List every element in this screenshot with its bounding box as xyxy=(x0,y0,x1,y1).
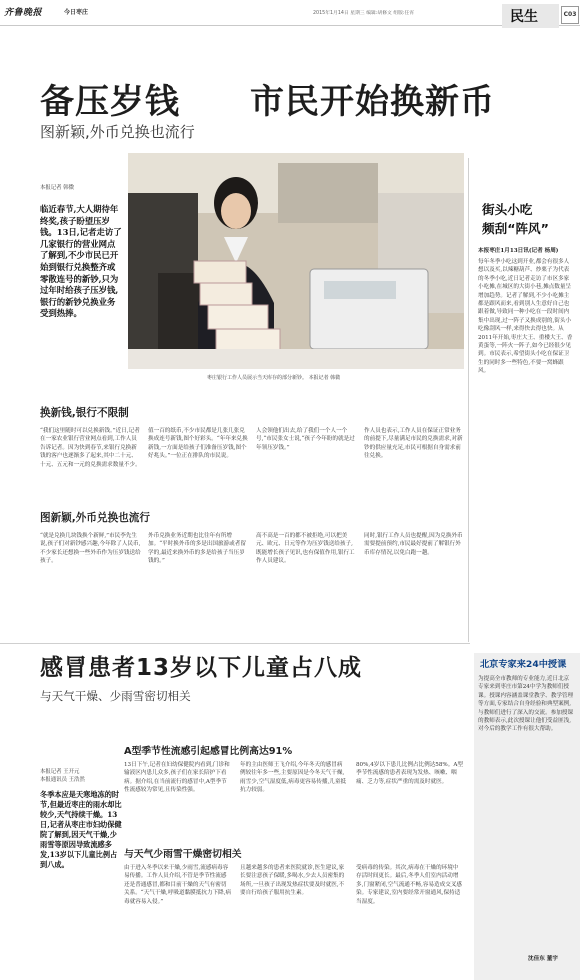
main-subhead: 图新颖,外币兑换也流行 xyxy=(40,123,195,141)
sidebar-box-headline: 北京专家来24中授课 xyxy=(480,659,567,670)
section-heading-1: 换新钱,银行不限制 xyxy=(40,407,129,419)
edition-name: 今日枣庄 xyxy=(64,9,89,16)
article2-headline: 感冒患者13岁以下儿童占八成 xyxy=(40,655,363,681)
main-headline-left: 备压岁钱 xyxy=(40,82,180,122)
sidebar-body: 每年冬季小吃这到开业,都会有很多人想以及买,以辣糖葫芦、炒栗子为代表的冬季小吃,近日记者走访了市区多家小吃摊,在城区的大街小巷,摊点数量呈增加趋势。记者了解到,不少小吃摊主都是跟风而来,看到别人生意好自己也跟着做,导致同一种小吃在一段时间内集中出现,过一阵子又换成别的,街头小吃像刮风一样,来得快去得也快。从2011年开始,枣庄大王、重楼大王、香黄蛋等,一阵火一阵子,如今已经很少见到。市民表示,希望街头小吃在保证卫生的同时多一些特色,不要一窝蜂跟风。 xyxy=(478,259,573,375)
masthead xyxy=(0,0,580,26)
article-column: 13日下午,记者在妇幼保健院内看到,门诊和输液区内患儿众多,孩子们在家长陪护下看病。据介绍,在当前流行的感冒中,A型季节性流感较为常见,且传染性强。 xyxy=(124,762,230,794)
article-column: 且越来越多的患者来医院就诊,医生建议,家长要注意孩子保暖,多喝水,少去人员密集的场所,一旦孩子出现发热症状要及时就医,不要自行给孩子服用抗生素。 xyxy=(240,865,345,897)
newspaper-logo: 齐鲁晚报 xyxy=(4,8,43,18)
main-headline-right: 市民开始换新币 xyxy=(250,82,495,122)
article-column: 人会领他们出去,给了我们一个人一个号,“市民张女士说,“孩子今年盼的就是过年领压岁钱。” xyxy=(256,428,355,451)
sidebar-headline-line2: 频刮“阵风” xyxy=(482,221,549,236)
sidebar-headline-line1: 街头小吃 xyxy=(482,202,533,217)
article-column: 年的主由医师王飞介绍,今年冬天的感冒病例较往年多一些,主要原因是今冬天气干燥,雨雪少,空气湿度低,病毒更容易传播,儿童抵抗力较弱。 xyxy=(240,762,347,794)
article2-byline: 本报通讯员 王浩然 xyxy=(40,777,85,783)
article-column: 外币兑换业务近期也比往年有所增加。“平时换外币的多是出国旅游或者留学的,最近来换外币的多是给孩子当压岁钱的。” xyxy=(148,533,246,565)
article-column: 由于进入冬季以来干燥,少雨雪,流感病毒容易传播。工作人员介绍,不管是季节性流感还是普通感冒,都和目前干燥的天气有密切关系。“天气干燥,呼吸道黏膜抵抗力下降,病毒就容易入侵。” xyxy=(124,865,232,905)
sidebar-byline: 本报枣庄1月13日讯(记者 杨周) xyxy=(478,248,559,254)
article-column: 高不高是一百的都不被拒绝,可以把美元、欧元、日元等作为压岁钱送给孩子,既能增长孩子见识,也有保值作用,银行工作人员建议。 xyxy=(256,533,355,565)
main-lead: 临近春节,大人期待年终奖,孩子盼望压岁钱。13日,记者走访了几家银行的营业网点了解到,不少市民已开始到银行兑换整齐或零散连号的新钞,只为过年时给孩子压岁钱,银行的新钞兑换业务受到热捧。 xyxy=(40,204,122,319)
bank-teller-photo xyxy=(128,153,464,369)
article2-section-heading-1: A型季节性流感引起感冒比例高达91% xyxy=(124,746,293,757)
article-column: 受病毒的传染。其次,病毒在干燥的环境中存活时间更长。最后,冬季人们室内活动增多,门窗紧闭,空气流通不畅,容易造成交叉感染。专家建议,室内要经常开窗通风,保持适当湿度。 xyxy=(356,865,463,905)
section-label xyxy=(502,4,559,28)
article-column: 值一百的纸币,不少市民都是几张几张兑换成连号新钱,图个好彩头。“年年来兑换新钱,一方面是给孩子们准备压岁钱,图个好兆头。”一位正在排队的市民说。 xyxy=(148,428,248,460)
photo-caption: 枣庄银行工作人员展示当天库存的部分新钞。 本报记者 韩微 xyxy=(207,375,341,381)
article-column: 作人员也表示,工作人员在保证正常业务的前提下,尽量满足市民的兑换需求,对新钞的供应量充足,市民可根据自身需求前往兑换。 xyxy=(364,428,463,460)
article-column: 同时,银行工作人员也提醒,因为兑换外币需要提前预约,市民最好提前了解银行外币库存情况,以免白跑一趟。 xyxy=(364,533,463,556)
main-byline: 本报记者 韩微 xyxy=(40,185,75,191)
page-number: C03 xyxy=(561,6,579,24)
article2-byline: 本报记者 王开元 xyxy=(40,769,80,775)
section-heading-2: 图新颖,外币兑换也流行 xyxy=(40,512,150,524)
article2-subhead: 与天气干燥、少雨雪密切相关 xyxy=(40,689,191,703)
sidebar-box-body: 为提高全市教师的专业能力,近日北京专家来到枣庄市第24中学为教师们授课。授课内容涵盖课堂教学、教学管理等方面,专家结合自身经验和典型案例,与教师们进行了深入的交流。参加授课的教师表示,此次授课让他们受益匪浅,对今后的教学工作有很大帮助。 xyxy=(478,676,574,733)
article2-section-heading-2: 与天气少雨雪干燥密切相关 xyxy=(124,849,242,860)
article-column: “我们这里随时可以兑换新钱。”近日,记者在一家农业银行营业网点看到,工作人员告诉记者。因为快到春节,来银行兑换新钱的客户也逐渐多了起来,其中二十元、十元、五元和一元的兑换需求数量不少。 xyxy=(40,428,141,468)
article-column: “就是兑换几块钱换个新鲜,”市民李先生说,孩子们对新钞感兴趣,今年除了人民币,不少家长还想换一些外币作为压岁钱送给孩子。 xyxy=(40,533,141,565)
sidebar-box-byline: 沈佳东 董宇 xyxy=(528,956,558,962)
section-divider xyxy=(0,643,470,644)
article-column: 80%,4岁以下患儿比例占比例达58%。A型季节性流感的患者表现为发热、咳嗽、咽痛、乏力等,症状严重的需及时就医。 xyxy=(356,762,463,785)
article2-lead: 冬季本应是天寒地冻的时节,但最近枣庄的雨水却比较少,天气持续干燥。13日,记者从枣庄市妇幼保健院了解到,因天气干燥,少雨雪等原因导致流感多发,13岁以下儿童比例占到八成。 xyxy=(40,790,122,869)
dateline: 2015年1月14日 星期三 编辑:胡修文 组版:任宵 xyxy=(313,11,415,16)
photo-illustration xyxy=(128,153,464,369)
column-divider xyxy=(468,158,469,642)
section-name: 民生 xyxy=(510,9,538,25)
